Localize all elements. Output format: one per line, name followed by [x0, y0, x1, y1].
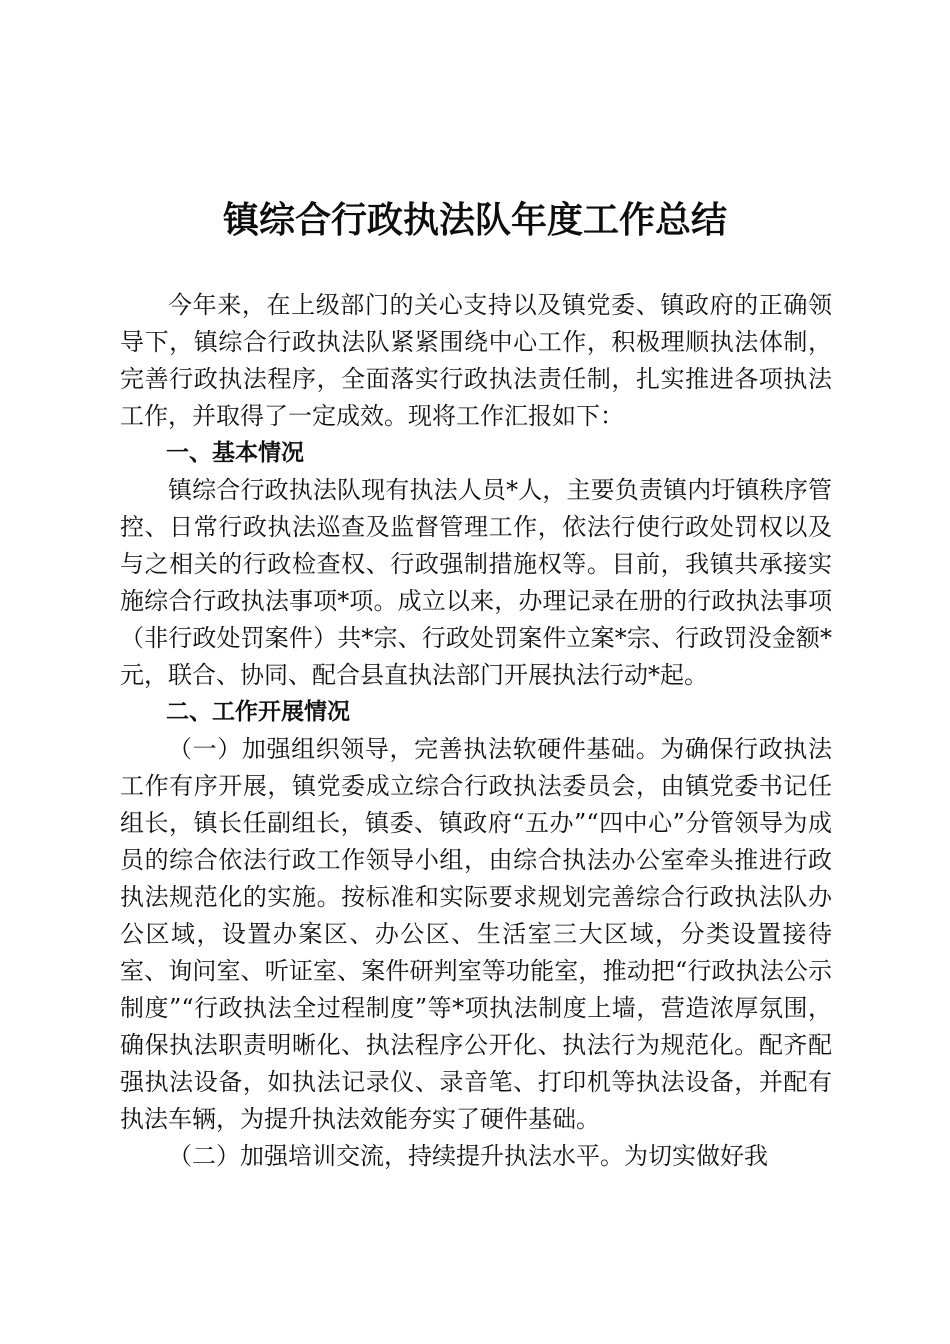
work-item-1-paragraph: （一）加强组织领导，完善执法软硬件基础。为确保行政执法工作有序开展，镇党委成立综合行政执法委员会，由镇党委书记任组长，镇长任副组长，镇委、镇政府“五办”“四中心”分管领导为成员的综合依法行政工作领导小组，由综合执法办公室牵头推进行政执法规范化的实施。按标准和实际要求规划完善综合行政执法队办公区域，设置办案区、办公区、生活室三大区域，分类设置接待室、询问室、听证室、案件研判室等功能室，推动把“行政执法公示制度”“行政执法全过程制度”等*项执法制度上墙，营造浓厚氛围，确保执法职责明晰化、执法程序公开化、执法行为规范化。配齐配强执法设备，如执法记录仪、录音笔、打印机等执法设备，并配有执法车辆，为提升执法效能夯实了硬件基础。: [120, 735, 832, 1133]
document-title: 镇综合行政执法队年度工作总结: [222, 199, 727, 241]
basic-situation-paragraph: 镇综合行政执法队现有执法人员*人，主要负责镇内圩镇秩序管控、日常行政执法巡查及监督管理工作，依法行使行政处罚权以及与之相关的行政检查权、行政强制措施权等。目前，我镇共承接实施综合行政执法事项*项。成立以来，办理记录在册的行政执法事项（非行政处罚案件）共*宗、行政处罚案件立案*宗、行政罚没金额*元，联合、协同、配合县直执法部门开展执法行动*起。: [120, 476, 832, 689]
section-heading-work-progress: 二、工作开展情况: [166, 699, 350, 725]
document-body: [120, 287, 832, 1175]
section-heading-basic-situation: 一、基本情况: [166, 440, 304, 466]
intro-paragraph: 今年来，在上级部门的关心支持以及镇党委、镇政府的正确领导下，镇综合行政执法队紧紧围绕中心工作，积极理顺执法体制，完善行政执法程序，全面落实行政执法责任制，扎实推进各项执法工作，并取得了一定成效。现将工作汇报如下：: [120, 291, 832, 430]
work-item-2-paragraph: （二）加强培训交流，持续提升执法水平。为切实做好我: [168, 1142, 768, 1170]
